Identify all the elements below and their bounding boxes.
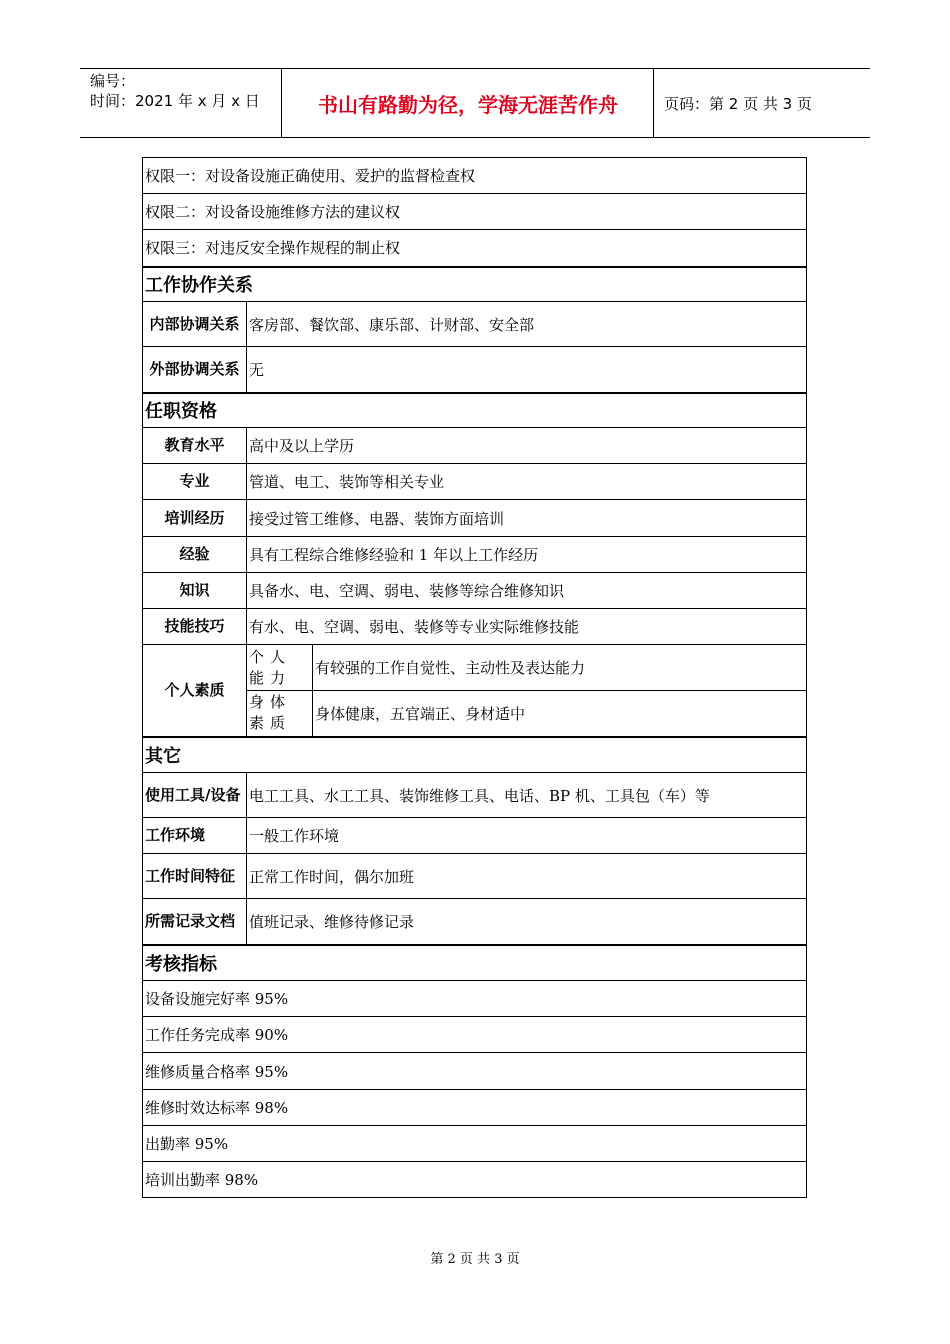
section-qualification — [143, 393, 807, 428]
job-description-table — [142, 157, 807, 1198]
table-row — [143, 645, 807, 691]
table-row — [143, 1017, 807, 1053]
assessment-item: 工作任务完成率 90% — [143, 1017, 807, 1053]
assessment-item: 维修时效达标率 98% — [143, 1090, 807, 1126]
environment-value: 一般工作环境 — [247, 818, 807, 854]
assessment-item: 出勤率 95% — [143, 1126, 807, 1162]
table-row — [143, 464, 807, 500]
section-title: 其它 — [143, 737, 807, 773]
document-number: 编号： — [90, 72, 136, 90]
page-footer: 第 2 页 共 3 页 — [430, 1252, 520, 1267]
section-assessment — [143, 945, 807, 981]
table-row — [143, 1126, 807, 1162]
section-title: 任职资格 — [143, 393, 807, 428]
table-row — [143, 609, 807, 645]
internal-coordination-label: 内部协调关系 — [143, 302, 247, 347]
section-other — [143, 737, 807, 773]
authority-item-2: 权限二：对设备设施维修方法的建议权 — [143, 194, 807, 230]
authority-item-3: 权限三：对违反安全操作规程的制止权 — [143, 230, 807, 267]
major-value: 管道、电工、装饰等相关专业 — [247, 464, 807, 500]
knowledge-value: 具备水、电、空调、弱电、装修等综合维修知识 — [247, 573, 807, 609]
experience-value: 具有工程综合维修经验和 1 年以上工作经历 — [247, 537, 807, 573]
ability-value: 有较强的工作自觉性、主动性及表达能力 — [313, 645, 807, 691]
authority-row — [143, 194, 807, 230]
records-label: 所需记录文档 — [143, 899, 247, 945]
physical-value: 身体健康，五官端正、身材适中 — [313, 691, 807, 737]
header-page-info: 页码：第 2 页 共 3 页 — [664, 94, 812, 113]
table-row — [143, 537, 807, 573]
table-row — [143, 302, 807, 347]
skills-label: 技能技巧 — [143, 609, 247, 645]
tools-value: 电工工具、水工工具、装饰维修工具、电话、BP 机、工具包（车）等 — [247, 773, 807, 818]
table-row — [143, 773, 807, 818]
assessment-item: 维修质量合格率 95% — [143, 1053, 807, 1090]
authority-row — [143, 158, 807, 194]
table-row — [143, 818, 807, 854]
header-meta — [80, 69, 282, 137]
authority-item-1: 权限一：对设备设施正确使用、爱护的监督检查权 — [143, 158, 807, 194]
training-label: 培训经历 — [143, 500, 247, 537]
external-coordination-label: 外部协调关系 — [143, 347, 247, 393]
skills-value: 有水、电、空调、弱电、装修等专业实际维修技能 — [247, 609, 807, 645]
document-time: 时间：2021 年 x 月 x 日 — [90, 92, 260, 110]
table-row — [143, 1090, 807, 1126]
table-row — [143, 500, 807, 537]
authority-row — [143, 230, 807, 267]
physical-label: 身体素质 — [247, 691, 313, 737]
table-row — [143, 899, 807, 945]
internal-coordination-value: 客房部、餐饮部、康乐部、计财部、安全部 — [247, 302, 807, 347]
knowledge-label: 知识 — [143, 573, 247, 609]
assessment-item: 培训出勤率 98% — [143, 1162, 807, 1198]
external-coordination-value: 无 — [247, 347, 807, 393]
experience-label: 经验 — [143, 537, 247, 573]
table-row — [143, 1053, 807, 1090]
training-value: 接受过管工维修、电器、装饰方面培训 — [247, 500, 807, 537]
assessment-item: 设备设施完好率 95% — [143, 981, 807, 1017]
work-time-value: 正常工作时间，偶尔加班 — [247, 854, 807, 899]
table-row — [143, 347, 807, 393]
section-title: 工作协作关系 — [143, 267, 807, 302]
table-row — [143, 854, 807, 899]
section-collaboration — [143, 267, 807, 302]
major-label: 专业 — [143, 464, 247, 500]
work-time-label: 工作时间特征 — [143, 854, 247, 899]
page-header — [80, 68, 870, 138]
environment-label: 工作环境 — [143, 818, 247, 854]
section-title: 考核指标 — [143, 945, 807, 981]
records-value: 值班记录、维修待修记录 — [247, 899, 807, 945]
table-row — [143, 573, 807, 609]
education-value: 高中及以上学历 — [247, 428, 807, 464]
education-label: 教育水平 — [143, 428, 247, 464]
table-row — [143, 428, 807, 464]
table-row — [143, 1162, 807, 1198]
table-row — [143, 981, 807, 1017]
header-slogan: 书山有路勤为径，学海无涯苦作舟 — [283, 69, 654, 137]
ability-label: 个人能力 — [247, 645, 313, 691]
personal-quality-label: 个人素质 — [143, 645, 247, 737]
tools-label: 使用工具/设备 — [143, 773, 247, 818]
